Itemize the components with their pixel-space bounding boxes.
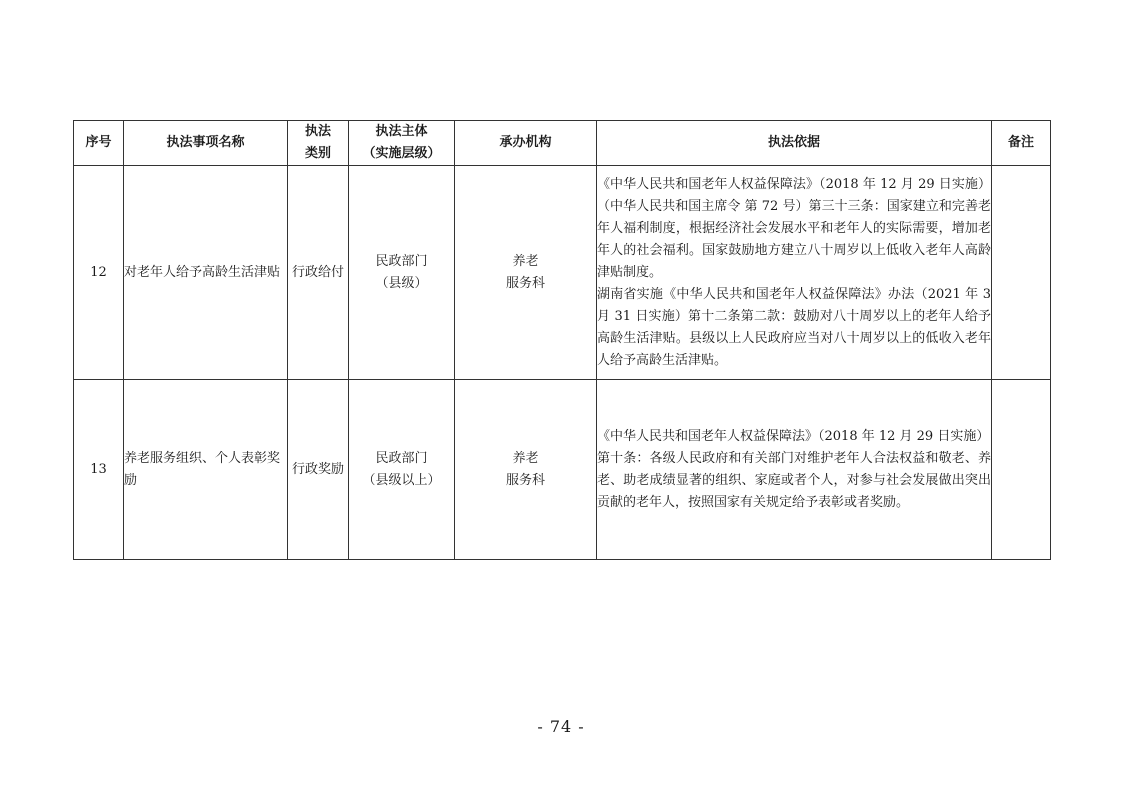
row-subject-line2: （县级以上）: [362, 472, 441, 488]
header-agency: 承办机构: [455, 121, 597, 166]
header-remarks: 备注: [992, 121, 1051, 166]
row-item-name: 对老年人给予高龄生活津贴: [124, 166, 288, 380]
row-category: 行政给付: [288, 166, 349, 380]
row-basis: [597, 380, 992, 560]
row-category: 行政奖励: [288, 380, 349, 560]
row-item-name: 养老服务组织、个人表彰奖励: [124, 380, 288, 560]
row-basis-paragraph-1: 《中华人民共和国老年人权益保障法》（2018 年 12 月 29 日实施）: [597, 428, 990, 444]
header-category-line2: 类别: [304, 146, 331, 161]
row-subject-line1: 民政部门: [375, 253, 428, 269]
row-seq: 12: [74, 166, 124, 380]
header-category-line1: 执法: [304, 124, 331, 139]
row-remarks: [992, 166, 1051, 380]
law-enforcement-table: [73, 120, 1051, 560]
row-agency-line1: 养老: [512, 450, 539, 466]
row-basis-paragraph-1: 《中华人民共和国老年人权益保障法》（2018 年 12 月 29 日实施）（中华人民共和国主席令 第 72 号）第三十三条：国家建立和完善老年人福利制度，根据经济社会发展水平和老年人的实际需要，增加老年人的社会福利。国家鼓励地方建立八十周岁以上低收入老年人高龄津贴制度。: [597, 176, 991, 280]
row-subject: [349, 166, 455, 380]
page-number: - 74 -: [537, 717, 585, 736]
header-basis: 执法依据: [597, 121, 992, 166]
header-subject-line1: 执法主体: [375, 124, 428, 139]
table-row: [74, 166, 1051, 380]
table-header-row: [74, 121, 1051, 166]
row-remarks: [992, 380, 1051, 560]
row-agency-line2: 服务科: [505, 472, 545, 488]
header-category: [288, 121, 349, 166]
row-subject-line1: 民政部门: [375, 450, 428, 466]
row-agency: [455, 166, 597, 380]
row-agency: [455, 380, 597, 560]
row-subject-line2: （县级）: [375, 275, 428, 291]
row-basis-paragraph-2: 湖南省实施《中华人民共和国老年人权益保障法》办法（2021 年 3 月 31 日实施）第十二条第二款：鼓励对八十周岁以上的老年人给予高龄生活津贴。县级以上人民政府应当对八十周岁以上的低收入老年人给予高龄生活津贴。: [597, 286, 991, 368]
row-subject: [349, 380, 455, 560]
row-basis: [597, 166, 992, 380]
header-subject-line2: （实施层级）: [362, 146, 441, 161]
header-seq: 序号: [74, 121, 124, 166]
table-row: [74, 380, 1051, 560]
row-seq: 13: [74, 380, 124, 560]
header-name: 执法事项名称: [124, 121, 288, 166]
header-subject: [349, 121, 455, 166]
row-agency-line2: 服务科: [505, 275, 545, 291]
row-basis-paragraph-2: 第十条：各级人民政府和有关部门对维护老年人合法权益和敬老、养老、助老成绩显著的组织、家庭或者个人，对参与社会发展做出突出贡献的老年人，按照国家有关规定给予表彰或者奖励。: [597, 450, 991, 510]
row-agency-line1: 养老: [512, 253, 539, 269]
